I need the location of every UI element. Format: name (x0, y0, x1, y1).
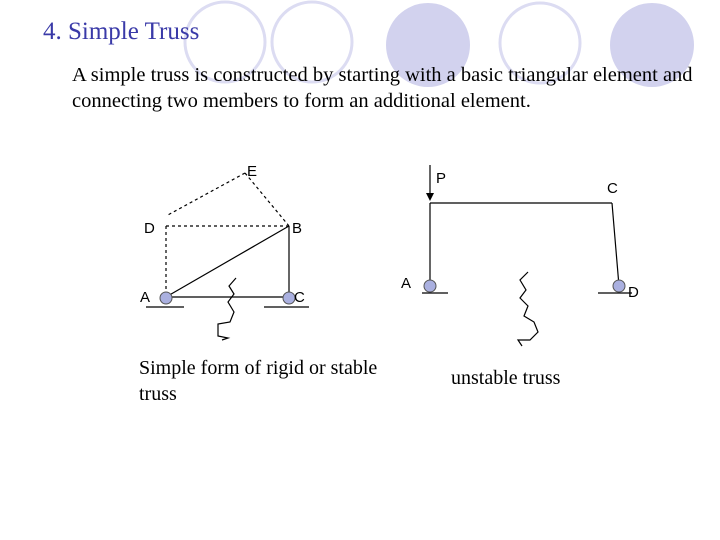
label-a-right: A (401, 275, 412, 292)
caption-stable: Simple form of rigid or stable truss (139, 357, 378, 405)
support-d-right (613, 280, 625, 292)
label-c-right: C (607, 180, 618, 197)
member-ab (166, 226, 289, 297)
member-right (612, 203, 619, 286)
label-a: A (140, 289, 151, 306)
label-d-right: D (628, 284, 639, 301)
label-d: D (144, 220, 155, 237)
slide-title: 4. Simple Truss (43, 18, 200, 45)
label-b: B (292, 220, 303, 237)
unstable-truss-diagram (422, 165, 632, 346)
member-eb (245, 173, 289, 226)
break-line-left (218, 278, 236, 340)
body-paragraph: A simple truss is constructed by starting with a basic triangular element and connecting two members to form an additional element. (72, 64, 693, 112)
stable-truss-diagram (146, 173, 309, 340)
label-e: E (247, 163, 258, 180)
label-p: P (436, 170, 447, 187)
member-ed (166, 173, 245, 216)
support-a-right (424, 280, 436, 292)
label-c: C (294, 289, 305, 306)
break-line-right (518, 272, 538, 346)
support-a-left (160, 292, 172, 304)
load-arrow-icon (426, 193, 434, 201)
caption-unstable: unstable truss (451, 367, 561, 389)
